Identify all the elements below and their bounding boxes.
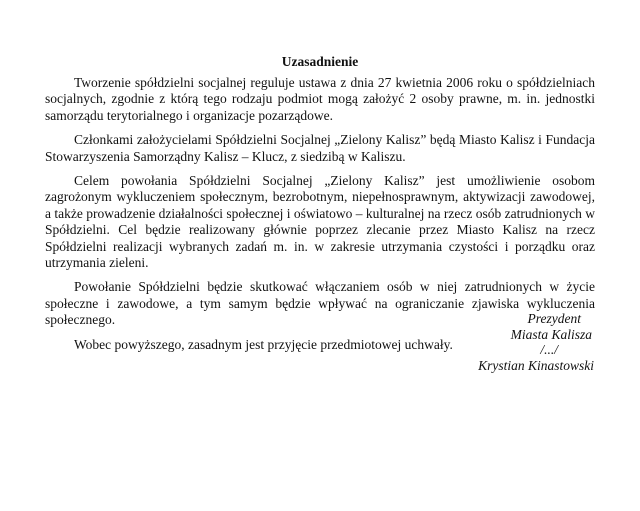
document-title: Uzasadnienie bbox=[281, 54, 359, 69]
paragraph-founding-members: Członkami założycielami Spółdzielni Socjalnej „Zielony Kalisz” będą Miasto Kalisz i Fundacja Stowarzyszenia Samorządny Kalisz – Klucz, z siedzibą w Kaliszu. bbox=[45, 132, 595, 164]
paragraph-purpose: Celem powołania Spółdzielni Socjalnej „Zielony Kalisz” jest umożliwienie osobom zagrożonym wykluczeniem społecznym, bezrobotnym, niepełnosprawnym, aktywizacji zawodowej, a także prowadzenie działalności społecznej i oświatowo – kulturalnej na rzecz osób zatrudnionych w Spółdzielni. Cel będzie realizowany głównie poprzez zlecanie przez Miasto Kalisz na rzecz Spółdzielni realizacji wybranych zadań m. in. w zakresie utrzymania czystości i porządku oraz utrzymania zieleni. bbox=[45, 173, 595, 271]
signature-block bbox=[478, 311, 594, 373]
signature-mark: /.../ bbox=[540, 342, 558, 357]
paragraph-effects: Powołanie Spółdzielni będzie skutkować włączaniem osób w niej zatrudnionych w życie społeczne i zawodowe, a tym samym będzie wpływać na ograniczanie zjawiska wykluczenia społecznego. bbox=[45, 279, 595, 328]
signature-name: Krystian Kinastowski bbox=[478, 357, 594, 373]
paragraph-conclusion: Wobec powyższego, zasadnym jest przyjęcie przedmiotowej uchwały. bbox=[74, 336, 453, 352]
signature-office: Miasta Kalisza bbox=[510, 326, 592, 342]
paragraph-legal-basis: Tworzenie spółdzielni socjalnej reguluje ustawa z dnia 27 kwietnia 2006 roku o spółdzielniach socjalnych, zgodnie z którą tego rodzaju podmiot mogą założyć 2 osoby prawne, m. in. jednostki samorządu terytorialnego i organizacje pozarządowe. bbox=[45, 75, 595, 123]
signature-position: Prezydent bbox=[527, 311, 581, 326]
